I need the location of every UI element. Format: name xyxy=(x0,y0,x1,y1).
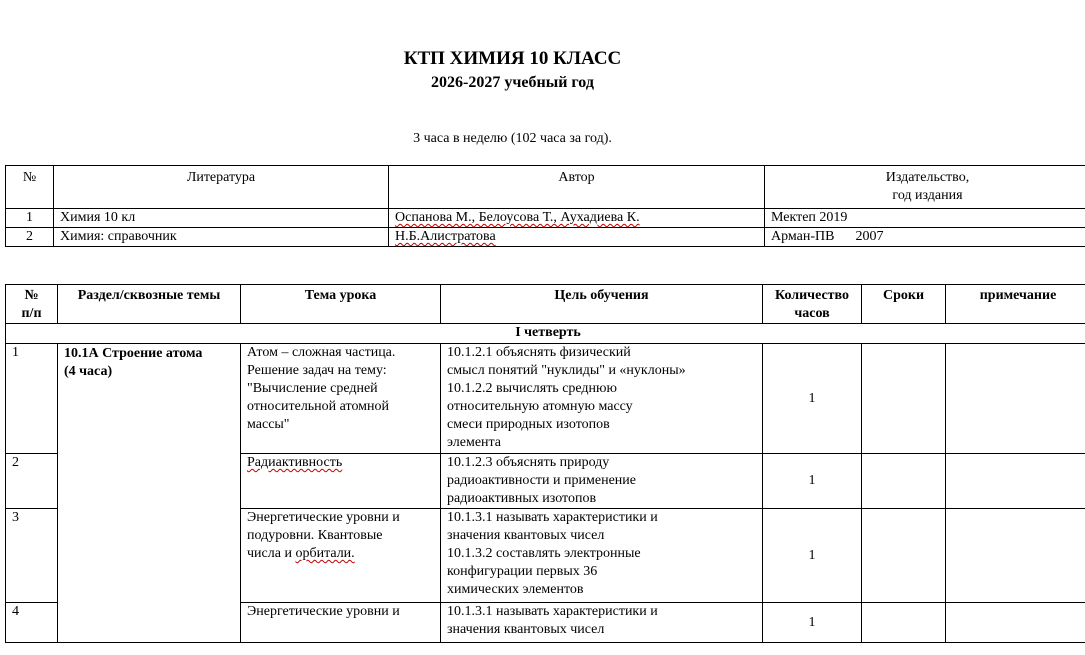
literature-table xyxy=(5,165,1085,247)
topic-line: Энергетические уровни и xyxy=(247,510,400,525)
literature-title: Химия: справочник xyxy=(54,228,389,247)
plan-col-note: примечание xyxy=(946,285,1085,324)
literature-num: 1 xyxy=(6,209,54,228)
lesson-plan-table xyxy=(5,284,1085,643)
literature-publisher: Мектеп 2019 xyxy=(765,209,1085,228)
goal-line: 10.1.2.3 объяснять природу xyxy=(447,455,610,470)
lesson-dates xyxy=(862,509,946,603)
goal-line: 10.1.2.1 объяснять физический xyxy=(447,345,631,360)
section-cell xyxy=(58,344,241,643)
lesson-hours: 1 xyxy=(763,603,862,643)
author-text: Оспанова М., Белоусова Т., Аухадиева К. xyxy=(395,210,640,225)
literature-col-title: Литература xyxy=(54,166,389,209)
topic-line: подуровни. Квантовые xyxy=(247,528,383,543)
topic-line xyxy=(247,545,434,563)
literature-author xyxy=(389,228,765,247)
lesson-num: 4 xyxy=(6,603,58,643)
lesson-topic xyxy=(241,344,441,454)
goal-line: 10.1.3.1 называть характеристики и xyxy=(447,510,658,525)
num-header-line2: п/п xyxy=(21,306,42,321)
lesson-dates xyxy=(862,454,946,509)
goal-line: радиоактивных изотопов xyxy=(447,491,597,506)
lesson-note xyxy=(946,454,1085,509)
table-row xyxy=(6,209,1085,228)
goal-line: 10.1.3.2 составлять электронные xyxy=(447,546,641,561)
plan-col-hours xyxy=(763,285,862,324)
literature-num: 2 xyxy=(6,228,54,247)
plan-col-num xyxy=(6,285,58,324)
lesson-goal xyxy=(441,509,763,603)
goal-line: 10.1.3.1 называть характеристики и xyxy=(447,604,658,619)
goal-line: химических элементов xyxy=(447,582,584,597)
quarter-row xyxy=(6,324,1085,344)
lesson-num: 2 xyxy=(6,454,58,509)
lesson-hours: 1 xyxy=(763,344,862,454)
author-text: Н.Б.Алистратова xyxy=(395,229,496,244)
lesson-goal xyxy=(441,454,763,509)
lesson-dates xyxy=(862,603,946,643)
topic-line: "Вычисление средней xyxy=(247,381,378,396)
topic-line: Энергетические уровни и xyxy=(247,604,400,619)
goal-line: радиоактивности и применение xyxy=(447,473,636,488)
publisher-header-line1: Издательство, xyxy=(885,170,970,185)
plan-col-topic: Тема урока xyxy=(241,285,441,324)
lesson-note xyxy=(946,509,1085,603)
topic-line: массы" xyxy=(247,417,290,432)
topic-line-text: числа и орбитали. xyxy=(247,546,355,561)
lesson-dates xyxy=(862,344,946,454)
section-title: 10.1А Строение атома xyxy=(64,346,203,361)
lesson-goal xyxy=(441,344,763,454)
literature-author xyxy=(389,209,765,228)
goal-line: конфигурации первых 36 xyxy=(447,564,598,579)
lesson-topic xyxy=(241,603,441,643)
lesson-goal xyxy=(441,603,763,643)
lesson-note xyxy=(946,603,1085,643)
goal-line: 10.1.2.2 вычислять среднюю xyxy=(447,381,617,396)
topic-line: Решение задач на тему: xyxy=(247,363,387,378)
page-title: КТП ХИМИЯ 10 КЛАСС xyxy=(403,48,622,69)
goal-line: смеси природных изотопов xyxy=(447,417,610,432)
lesson-hours: 1 xyxy=(763,454,862,509)
literature-col-author: Автор xyxy=(389,166,765,209)
literature-publisher: Арман-ПВ 2007 xyxy=(765,228,1085,247)
topic-line: Радиактивность xyxy=(247,455,343,470)
goal-line: значения квантовых чисел xyxy=(447,528,605,543)
goal-line: относительную атомную массу xyxy=(447,399,633,414)
hours-header-line1: Количество xyxy=(774,288,850,303)
lesson-num: 3 xyxy=(6,509,58,603)
literature-header-row xyxy=(6,166,1085,209)
topic-line: Атом – сложная частица. xyxy=(247,345,396,360)
quarter-label: I четверть xyxy=(6,324,1085,344)
section-hours: (4 часа) xyxy=(64,364,113,379)
publisher-header-line2: год издания xyxy=(892,188,963,203)
goal-line: значения квантовых чисел xyxy=(447,622,605,637)
topic-line: относительной атомной xyxy=(247,399,390,414)
plan-col-dates: Сроки xyxy=(862,285,946,324)
page-subtitle: 2026-2027 учебный год xyxy=(431,74,594,91)
lesson-note xyxy=(946,344,1085,454)
misspelled-word: орбитали. xyxy=(295,546,355,561)
literature-col-publisher xyxy=(765,166,1085,209)
lesson-topic xyxy=(241,454,441,509)
num-header-line1: № xyxy=(24,288,39,303)
table-row xyxy=(6,344,1085,454)
plan-header-row xyxy=(6,285,1085,324)
hours-note: 3 часа в неделю (102 часа за год). xyxy=(413,131,612,146)
plan-col-goal: Цель обучения xyxy=(441,285,763,324)
table-row xyxy=(6,228,1085,247)
lesson-topic xyxy=(241,509,441,603)
goal-line: элемента xyxy=(447,435,502,450)
hours-header-line2: часов xyxy=(794,306,830,321)
literature-col-num: № xyxy=(6,166,54,209)
goal-line: смысл понятий "нуклиды" и «нуклоны» xyxy=(447,363,686,378)
lesson-hours: 1 xyxy=(763,509,862,603)
literature-title: Химия 10 кл xyxy=(54,209,389,228)
plan-col-section: Раздел/сквозные темы xyxy=(58,285,241,324)
lesson-num: 1 xyxy=(6,344,58,454)
